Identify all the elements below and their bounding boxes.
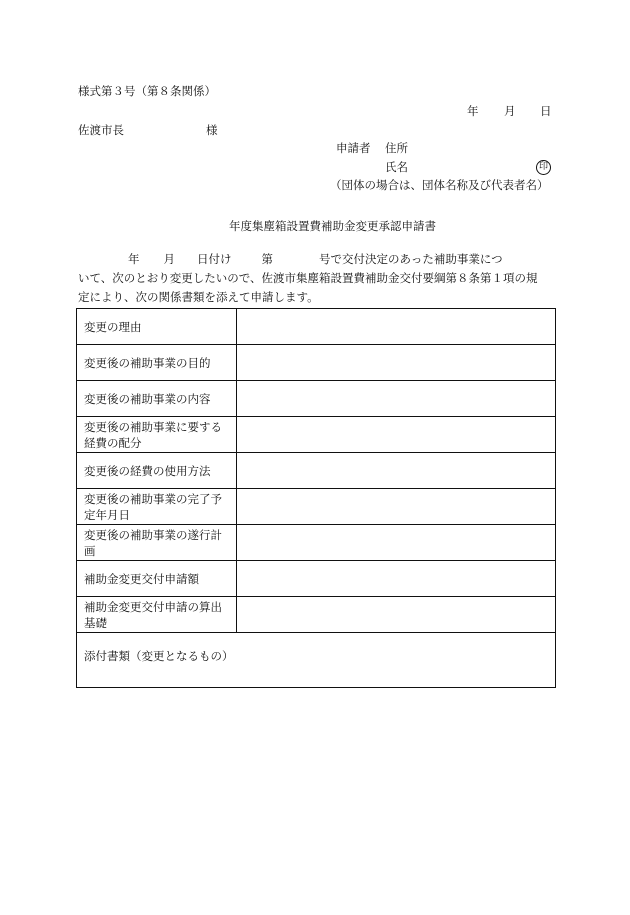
table-row [77, 489, 556, 525]
row-value-cell[interactable] [237, 381, 556, 417]
body-line-2: いて、次のとおり変更したいので、佐渡市集塵箱設置費補助金交付要綱第８条第１項の規 [78, 271, 538, 285]
body-date-month: 月 [163, 252, 175, 266]
applicant-address-label: 住所 [385, 141, 408, 155]
row-label: 変更後の補助事業の遂行計画 [77, 525, 237, 561]
row-label: 変更後の補助事業の内容 [77, 381, 237, 417]
date-day-label: 日 [540, 104, 552, 118]
row-label: 補助金変更交付申請額 [77, 561, 237, 597]
row-label: 変更後の経費の使用方法 [77, 453, 237, 489]
table-row [77, 453, 556, 489]
row-label: 補助金変更交付申請の算出基礎 [77, 597, 237, 633]
row-label: 変更の理由 [77, 309, 237, 345]
applicant-name-label: 氏名 [385, 160, 408, 174]
body-number-prefix: 第 [261, 252, 273, 266]
body-date-day: 日付け [197, 252, 232, 266]
table-row [77, 381, 556, 417]
row-value-cell[interactable] [237, 525, 556, 561]
table-row [77, 597, 556, 633]
row-value-cell[interactable] [237, 597, 556, 633]
date-month-label: 月 [504, 104, 516, 118]
row-value-cell[interactable] [237, 453, 556, 489]
body-date-year: 年 [128, 252, 140, 266]
row-label: 変更後の補助事業に要する経費の配分 [77, 417, 237, 453]
table-row [77, 525, 556, 561]
attachments-row [77, 633, 556, 688]
addressee: 佐渡市長 [78, 123, 124, 137]
document-title: 年度集塵箱設置費補助金変更承認申請書 [229, 219, 436, 233]
row-value-cell[interactable] [237, 309, 556, 345]
attachments-cell[interactable] [77, 633, 556, 688]
attachments-label: 添付書類（変更となるもの） [84, 649, 234, 663]
body-line-1-rest: 号で交付決定のあった補助事業につ [319, 252, 503, 266]
body-line-1 [78, 250, 552, 269]
row-value-cell[interactable] [237, 561, 556, 597]
application-table [76, 308, 556, 688]
seal-mark-icon [536, 160, 551, 175]
row-label: 変更後の補助事業の目的 [77, 345, 237, 381]
table-row [77, 309, 556, 345]
body-line-3: 定により、次の関係書類を添えて申請します。 [78, 290, 319, 304]
body-text [78, 250, 552, 307]
applicant-note: （団体の場合は、団体名称及び代表者名） [330, 178, 549, 192]
row-value-cell[interactable] [237, 417, 556, 453]
table-row [77, 417, 556, 453]
applicant-role-label: 申請者 [336, 141, 371, 155]
seal-glyph: 印 [536, 160, 551, 175]
date-year-label: 年 [467, 104, 479, 118]
row-value-cell[interactable] [237, 489, 556, 525]
form-number: 様式第３号（第８条関係） [78, 84, 216, 98]
table-row [77, 345, 556, 381]
table-row [77, 561, 556, 597]
addressee-honorific: 様 [206, 123, 218, 137]
row-value-cell[interactable] [237, 345, 556, 381]
row-label: 変更後の補助事業の完了予定年月日 [77, 489, 237, 525]
